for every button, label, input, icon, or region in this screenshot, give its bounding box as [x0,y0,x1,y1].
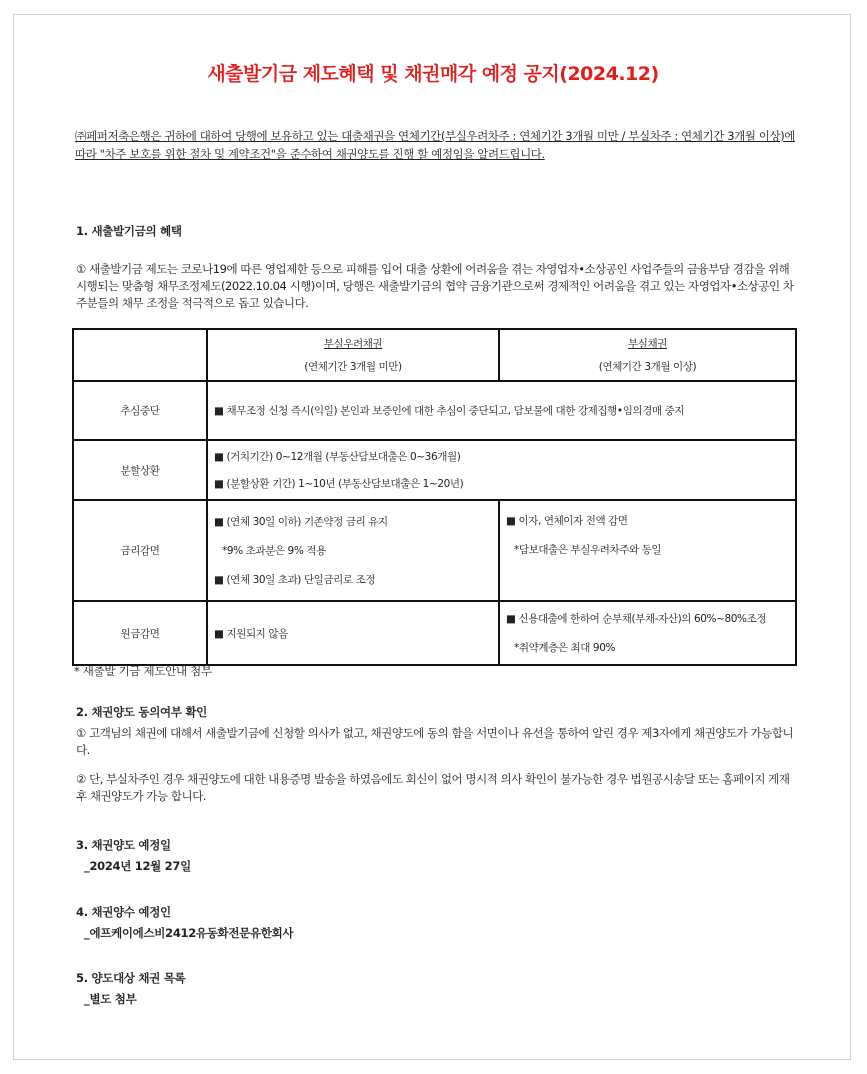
section4-value: _에프케이에스비2412유동화전문유한회사 [84,926,294,940]
installment-line1: ■ (거치기간) 0~12개월 (부동산담보대출은 0~36개월) [214,451,461,463]
intro-part2: 대출채권을 연체기간(부실우려차주 : 연체기간 3개월 미만 / 부실차주 : 연체기간 3개월 이상)에 따라 "차주 보호를 위한 절차 및 계약조건"을 준수하여 채권양도를 진행 할 예정임을 알려드립니다. [75,129,795,161]
table-header-empty [73,329,207,381]
section3-title: 3. 채권양도 예정일 [76,838,171,852]
principal-right-line1: ■ 신용대출에 한하여 순부채(부채-자산)의 60%~80%조정 [506,613,767,625]
col2-subtitle: (연체기간 3개월 이상) [598,361,697,373]
rate-right-note: *담보대출은 부실우려차주와 동일 [514,544,662,556]
document-title: 새출발기금 제도혜택 및 채권매각 예정 공지(2024.12) [207,63,659,85]
table-header-row [73,329,796,381]
row-principal-left: ■ 지원되지 않음 [207,601,499,665]
row-label-principal: 원금감면 [73,601,207,665]
col1-subtitle: (연체기간 3개월 미만) [304,361,402,373]
row-label-suspend: 추심중단 [73,381,207,440]
rate-left-line3: ■ (연체 30일 초과) 단일금리로 조정 [214,574,376,586]
table-header-col2 [499,329,796,381]
section5-title: 5. 양도대상 채권 목록 [76,971,186,985]
table-row-suspend [73,381,796,440]
row-installment-cell [207,440,796,500]
rate-right-line1: ■ 이자, 연체이자 전액 감면 [506,515,628,527]
section2-para2: ② 단, 부실차주인 경우 채권양도에 대한 내용증명 발송을 하였음에도 회신이 없어 명시적 의사 확인이 불가능한 경우 법원공시송달 또는 홈페이지 게재 후 채권양도가 가능 합니다. [76,772,790,803]
rate-left-note: *9% 초과분은 9% 적용 [222,545,326,557]
table-row-principal [73,601,796,665]
col2-title: 부실채권 [628,338,667,350]
document-page [13,14,851,1060]
row-suspend-text: ■ 채무조정 신청 즉시(익일) 본인과 보증인에 대한 추심이 중단되고, 담보물에 대한 강제집행•임의경매 중지 [207,381,796,440]
row-rate-right [499,500,796,601]
table-header-col1 [207,329,499,381]
row-label-rate: 금리감면 [73,500,207,601]
installment-line2: ■ (분할상환 기간) 1~10년 (부동산담보대출은 1~20년) [214,478,464,490]
section2-title: 2. 채권양도 동의여부 확인 [76,705,207,719]
row-rate-left [207,500,499,601]
section5-value: _별도 첨부 [84,992,137,1006]
section3-value: _2024년 12월 27일 [84,859,191,873]
benefit-table [72,328,797,666]
table-row-installment [73,440,796,500]
section1-title: 1. 새출발기금의 혜택 [76,224,182,238]
row-label-installment: 분할상환 [73,440,207,500]
rate-left-line1: ■ (연체 30일 이하) 기존약정 금리 유지 [214,516,388,528]
row-principal-right [499,601,796,665]
intro-paragraph [75,127,795,163]
section1-paragraph: ① 새출발기금 제도는 코로나19에 따른 영업제한 등으로 피해를 입어 대출 상환에 어려움을 겪는 자영업자•소상공인 사업주들의 금융부담 경감을 위해 시행되는 맞춤형 채무조정제도(2022.10.04 시행)이며, 당행은 새출발기금의 협약 금융기관으로써 경제적인 어려움을 겪고 있는 자영업자•소상공인 차주분들의 채무 조정을 적극적으로 돕고 있습니다. [76,262,794,310]
col1-title: 부실우려채권 [323,338,383,350]
intro-part1: ㈜페퍼저축은행은 귀하에 대하여 당행에 보유하고 있는 [75,129,342,143]
table-footnote: * 새출발 기금 제도안내 첨부 [74,664,212,678]
section4-title: 4. 채권양수 예정인 [76,905,171,919]
section2-para1: ① 고객님의 채권에 대해서 새출발기금에 신청할 의사가 없고, 채권양도에 동의 함을 서면이나 유선을 통하여 알린 경우 제3자에게 채권양도가 가능합니다. [76,726,794,757]
principal-right-note: *취약계층은 최대 90% [514,642,616,654]
table-row-rate [73,500,796,601]
